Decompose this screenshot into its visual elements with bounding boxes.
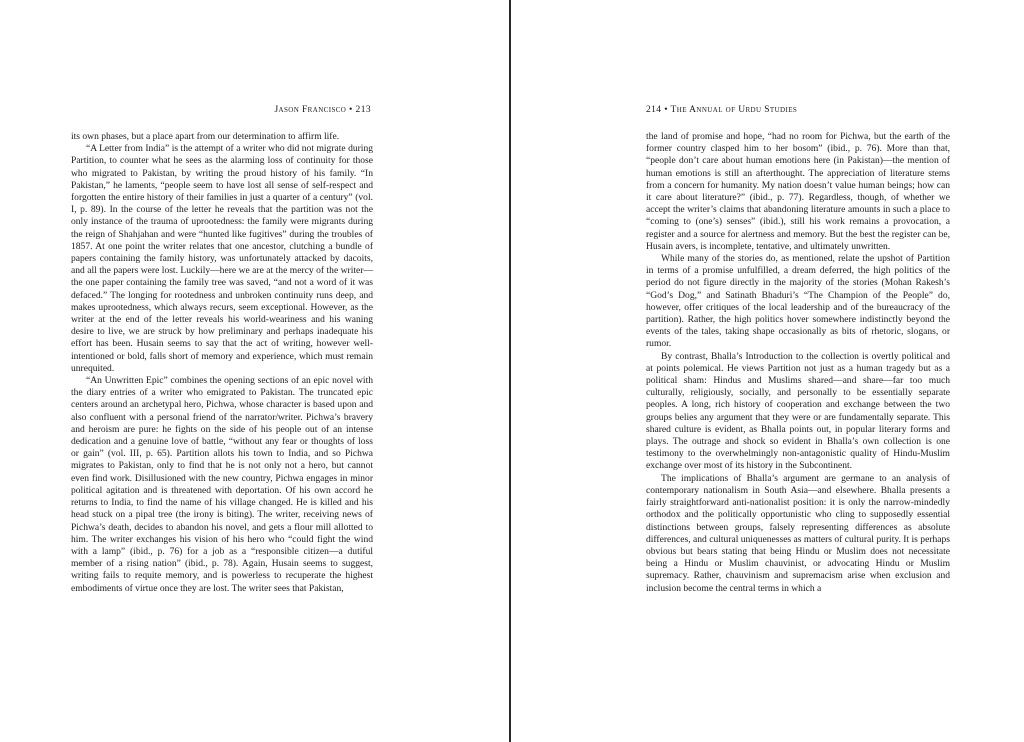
right-running-head: 214 • The Annual of Urdu Studies xyxy=(646,105,798,115)
left-body-text xyxy=(71,131,373,595)
right-body-text xyxy=(646,131,950,595)
left-running-head: Jason Francisco • 213 xyxy=(274,105,371,115)
right-paragraph-2: While many of the stories do, as mentioned, relate the upshot of Partition in terms of a promise unfulfilled, a dream deferred, the high politics of the period do not figure directly in the majority of the stories (Mohan Rakesh’s “God’s Dog,” and Satinath Bhaduri’s “The Champion of the People” do, however, offer critiques of the local leadership and of the bureaucracy of the partition). Rather, the high politics hover somewhere indistinctly beyond the events of the tales, taking shape occasionally as bits of rhetoric, slogans, or rumor. xyxy=(646,253,950,350)
left-page xyxy=(0,0,509,742)
left-paragraph-3: “An Unwritten Epic” combines the opening sections of an epic novel with the diary entries of a writer who emigrated to Pakistan. The truncated epic centers around an archetypal hero, Pichwa, whose character is based upon and also confluent with a personal friend of the narrator/writer. Pichwa’s bravery and heroism are pure: he fights on the side of his people out of an intense dedication and a genuine love of battle, “without any fear or thoughts of loss or gain” (vol. III, p. 65). Partition allots his town to India, and so Pichwa migrates to Pakistan, only to find that he is not only not a hero, but cannot even find work. Disillusioned with the new country, Pichwa engages in minor political agitation and is threatened with deportation. Of his own accord he returns to India, to find the name of his village changed. He is killed and his head stuck on a pipal tree (the irony is biting). The writer, receiving news of Pichwa’s death, decides to abandon his novel, and gets a flour mill allotted to him. The writer exchanges his vision of his hero who “could fight the wind with a lamp” (ibid., p. 76) for a job as a “responsible citizen—a dutiful member of a rising nation” (ibid., p. 78). Again, Husain seems to suggest, writing fails to requite memory, and is powerless to recuperate the highest embodiments of virtue once they are lost. The writer sees that Pakistan, xyxy=(71,375,373,594)
left-paragraph-2: “A Letter from India” is the attempt of a writer who did not migrate during Partition, to counter what he sees as the alarming loss of continuity for those who migrated to Pakistan, by writing the proud history of his family. “In Pakistan,” he laments, “people seem to have lost all sense of self-respect and forgotten the entire history of their families in just a quarter of a century” (vol. I, p. 89). In the course of the letter he reveals that the partition was not the only instance of the trauma of uprootedness: the family were migrants during the reign of Shahjahan and were “hunted like fugitives” during the troubles of 1857. At one point the writer relates that one ancestor, clutching a bundle of papers containing the family history, was unfortunately attacked by dacoits, and all the papers were lost. Luckily—here we are at the mercy of the writer—the one paper containing the family tree was saved, “and not a word of it was defaced.” The longing for rootedness and unbroken continuity runs deep, and makes uprootedness, which always recurs, seem exceptional. However, as the writer at the end of the letter reveals his world-weariness and his waning desire to live, we are struck by how preliminary and perhaps inadequate his effort has been. Husain seems to say that the act of writing, however well-intentioned or bold, falls short of memory and experience, which must remain unrequited. xyxy=(71,143,373,374)
left-paragraph-1: its own phases, but a place apart from our determination to affirm life. xyxy=(71,131,340,142)
right-paragraph-4: The implications of Bhalla’s argument are germane to an analysis of contemporary nationalism in South Asia—and elsewhere. Bhalla presents a fairly straightforward anti-nationalist position: it is only the narrow-mindedly orthodox and the politically opportunistic who cling to supposedly essential distinctions between groups, falsely representing differences as absolute differences, and cultural uniquenesses as matters of cultural purity. It is perhaps obvious but bears stating that being Hindu or Muslim does not necessitate being a Hindu or Muslim chauvinist, or advocating Hindu or Muslim supremacy. Rather, chauvinism and supremacism arise when exclusion and inclusion become the central terms in which a xyxy=(646,472,950,594)
right-page xyxy=(511,0,1024,742)
right-paragraph-3: By contrast, Bhalla’s Introduction to the collection is overtly political and at points polemical. He views Partition not just as a human tragedy but as a political sham: Hindus and Muslims shared—and share—far too much culturally, religiously, socially, and personally to be essentially separate peoples. A long, rich history of cooperation and exchange between the two groups belies any argument that they were or are fundamentally separate. This shared culture is evident, as Bhalla points out, in popular literary forms and plays. The outrage and shock so evident in Bhalla’s own collection is one testimony to the overwhelmingly non-antagonistic quality of Hindu-Muslim exchange over most of its history in the Subcontinent. xyxy=(646,350,950,472)
right-paragraph-1: the land of promise and hope, “had no room for Pichwa, but the earth of the former country clasped him to her bosom” (ibid., p. 76). More than that, “people don’t care about human emotions here (in Pakistan)—the mention of human emotions is still an afterthought. The appreciation of literature stems from a concern for humanity. My nation doesn’t value human beings; how can it care about literature?” (ibid., p. 77). Regardless, though, of whether we accept the writer’s claims that abandoning literature amounts in such a place to “coming to (one’s) senses” (ibid.), still his work remains a provocation, a register and a source for alertness and memory. But the best the register can be, Husain avers, is incomplete, tentative, and ultimately unwritten. xyxy=(646,131,950,252)
